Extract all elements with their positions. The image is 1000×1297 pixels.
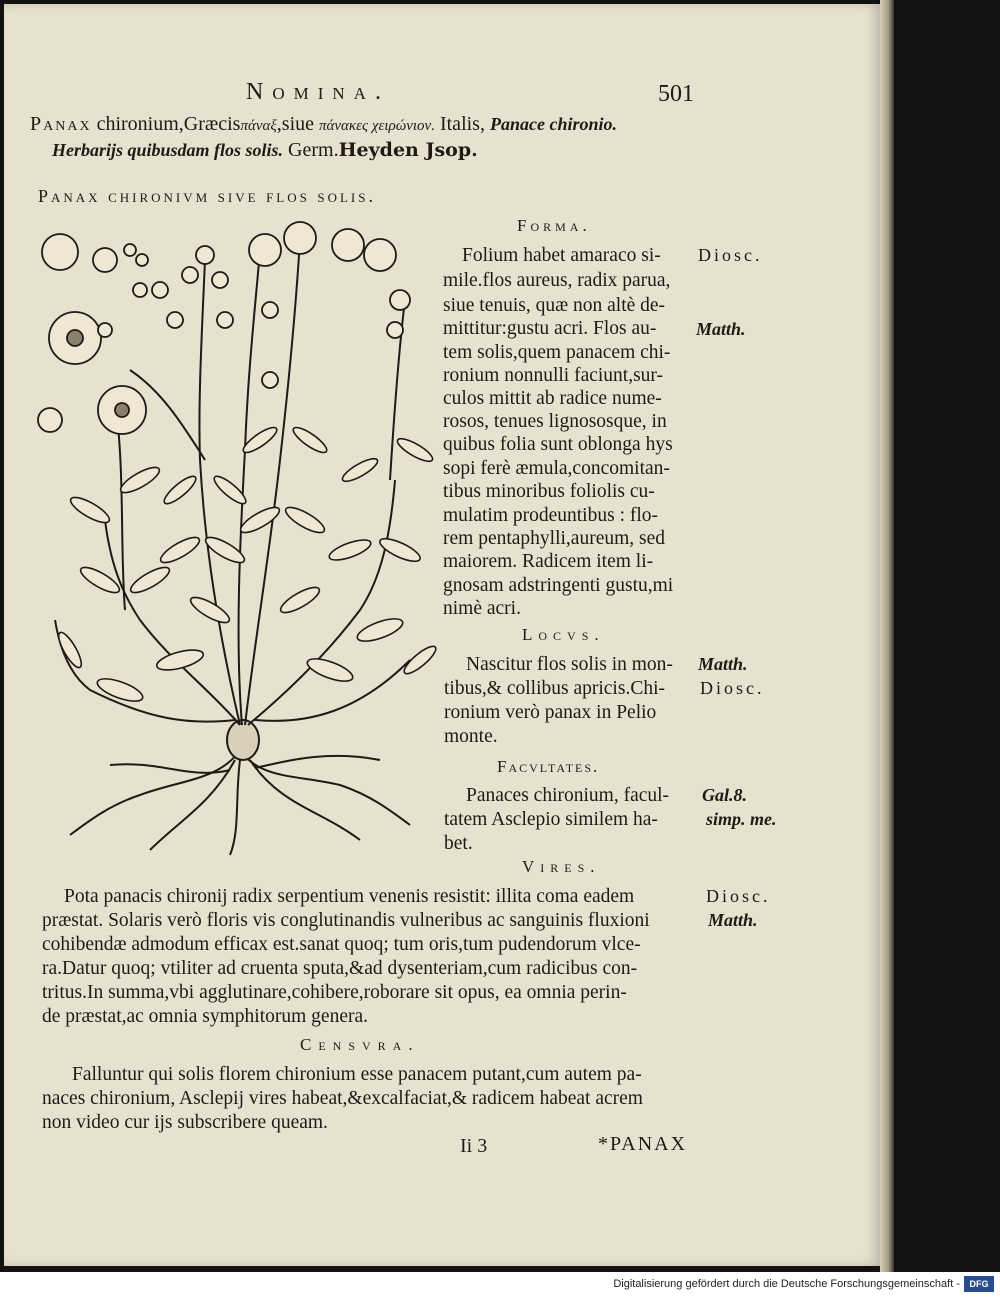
- forma-line: siue tenuis, quæ non altè de-: [443, 295, 666, 316]
- forma-line: quibus folia sunt oblonga hys: [443, 434, 673, 455]
- footer-credit: Digitalisierung gefördert durch die Deutsche Forschungsgemeinschaft -: [613, 1278, 960, 1290]
- forma-line: gnosam adstringenti gustu,mi: [443, 575, 674, 596]
- margin-note-gal: Gal.8.: [702, 785, 747, 805]
- locus-line: monte.: [444, 726, 498, 747]
- nomina-text: chironium,Græcis: [96, 113, 241, 135]
- forma-line: mile.flos aureus, radix parua,: [443, 270, 671, 291]
- forma-line: rosos, tenues lignososque, in: [443, 411, 667, 432]
- forma-line: culos mittit ab radice nume-: [443, 388, 662, 409]
- facultates-line: Panaces chironium, facul-: [466, 785, 670, 806]
- nomina-mid: ,siue: [276, 113, 315, 135]
- forma-line: tibus minoribus foliolis cu-: [443, 481, 655, 502]
- greek-name-1: πάναξ: [240, 118, 277, 134]
- facultates-heading: Facvltates.: [497, 757, 600, 776]
- dfg-logo: DFG: [964, 1276, 994, 1292]
- facultates-line: bet.: [444, 833, 473, 854]
- nomina-line-2: [52, 140, 478, 160]
- vires-heading: Vires.: [522, 857, 601, 876]
- running-title: Nomina.: [246, 79, 390, 105]
- forma-line: rem pentaphylli,aureum, sed: [443, 528, 666, 549]
- vires-line: de præstat,ac omnia symphitorum genera.: [42, 1006, 368, 1027]
- forma-line: ronium nonnulli faciunt,sur-: [443, 365, 664, 386]
- catchword: *PANAX: [598, 1133, 688, 1155]
- censura-line: Falluntur qui solis florem chironium esse panacem putant,cum autem pa-: [72, 1064, 642, 1085]
- forma-line: sopi ferè æmula,concomitan-: [443, 458, 670, 479]
- facultates-line: tatem Asclepio similem ha-: [444, 809, 658, 830]
- censura-line: naces chironium, Asclepij vires habeat,&excalfaciat,& radicem habeat acrem: [42, 1088, 643, 1109]
- forma-heading: Forma.: [517, 216, 591, 235]
- page-edge: [880, 0, 894, 1272]
- german-name: Heyden Jsop.: [338, 139, 478, 161]
- nomina-tail: Italis,: [439, 113, 485, 135]
- forma-line: nimè acri.: [443, 598, 521, 619]
- figure-caption: Panax chironivm sive flos solis.: [38, 186, 376, 206]
- forma-line: mittitur:gustu acri. Flos au-: [443, 318, 657, 339]
- margin-note-diosc: Diosc.: [706, 886, 771, 906]
- nomina-lead: Panax: [30, 113, 92, 135]
- locus-line: ronium verò panax in Pelio: [444, 702, 657, 723]
- herbarijs-name: Herbarijs quibusdam flos solis.: [52, 140, 284, 160]
- locus-line: Nascitur flos solis in mon-: [466, 654, 673, 675]
- nomina-line-1: [30, 114, 617, 134]
- censura-line: non video cur ijs subscribere queam.: [42, 1112, 328, 1133]
- censura-heading: Censvra.: [300, 1035, 420, 1054]
- greek-name-2: πάνακες χειρώνιον.: [319, 118, 435, 134]
- forma-line: mulatim prodeuntibus : flo-: [443, 505, 659, 526]
- margin-note-matth: Matth.: [698, 654, 748, 674]
- margin-note-diosc: Diosc.: [698, 245, 763, 265]
- italian-name: Panace chironio.: [489, 114, 617, 134]
- vires-line: Pota panacis chironij radix serpentium venenis resistit: illita coma eadem: [64, 886, 635, 907]
- forma-line: maiorem. Radicem item li-: [443, 551, 654, 572]
- locus-line: tibus,& collibus apricis.Chi-: [444, 678, 665, 699]
- vires-line: tritus.In summa,vbi agglutinare,cohibere,roborare sit opus, ea omnia perin-: [42, 982, 627, 1003]
- plant-woodcut-illustration: [30, 220, 440, 860]
- forma-line: Folium habet amaraco si-: [462, 245, 661, 266]
- digitization-footer: [0, 1272, 1000, 1297]
- germ-label: Germ.: [288, 139, 339, 161]
- locus-heading: Locvs.: [522, 625, 605, 644]
- signature-mark: Ii 3: [460, 1135, 488, 1157]
- vires-line: præstat. Solaris verò floris vis conglutinandis vulneribus ac sanguinis fluxioni: [42, 910, 650, 931]
- margin-note-matth: Matth.: [696, 319, 746, 339]
- vires-line: cohibendæ admodum efficax est.sanat quoq; tum oris,tum pudendorum vlce-: [42, 934, 641, 955]
- margin-note-diosc: Diosc.: [700, 678, 765, 698]
- vires-line: ra.Datur quoq; vtiliter ad cruenta sputa,&ad dysenteriam,cum radicibus con-: [42, 958, 638, 979]
- page-number: 501: [658, 81, 694, 107]
- forma-line: tem solis,quem panacem chi-: [443, 342, 671, 363]
- margin-note-simp: simp. me.: [706, 809, 777, 829]
- margin-note-matth: Matth.: [708, 910, 758, 930]
